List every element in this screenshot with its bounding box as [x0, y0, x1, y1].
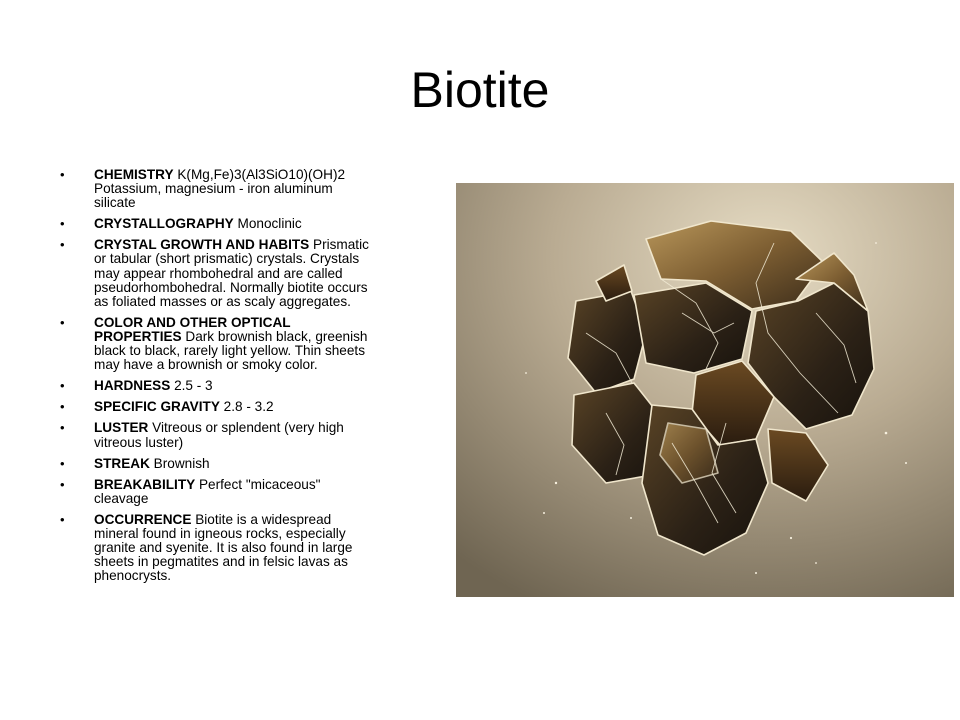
- property-key: CRYSTAL GROWTH AND HABITS: [94, 237, 310, 253]
- list-item: [60, 400, 378, 414]
- list-item: [60, 379, 378, 393]
- bullet-icon: •: [60, 378, 65, 394]
- bullet-icon: •: [60, 455, 65, 471]
- bullet-icon: •: [60, 216, 65, 232]
- property-key: CHEMISTRY: [94, 167, 174, 182]
- property-value: Monoclinic: [237, 216, 302, 232]
- bullet-icon: •: [60, 314, 65, 330]
- list-item: [60, 217, 378, 231]
- property-key: SPECIFIC GRAVITY: [94, 399, 220, 415]
- property-value: Biotite is a widespread mineral found in igneous rocks, especially granite and syenite. It is also found in large sheets in pegmatites and in felsic lavas as phenocrysts.: [94, 511, 353, 584]
- property-key: OCCURRENCE: [94, 511, 192, 527]
- list-item: [60, 421, 378, 449]
- list-item: [60, 316, 378, 372]
- bullet-icon: •: [60, 511, 65, 527]
- property-key: HARDNESS: [94, 378, 171, 394]
- list-item: [60, 478, 378, 506]
- property-key: COLOR AND OTHER OPTICAL PROPERTIES: [94, 314, 291, 344]
- bullet-icon: •: [60, 167, 65, 182]
- biotite-crystal-image: [456, 183, 954, 597]
- property-key: STREAK: [94, 455, 150, 471]
- slide-title: Biotite: [410, 62, 550, 118]
- property-value: Dark brownish black, greenish black to black, rarely light yellow. Thin sheets may have a brownish or smoky color.: [94, 328, 368, 373]
- bullet-icon: •: [60, 399, 65, 415]
- property-key: CRYSTALLOGRAPHY: [94, 216, 234, 232]
- list-item: [60, 238, 378, 308]
- property-value: Perfect "micaceous" cleavage: [94, 476, 321, 506]
- property-value: Prismatic or tabular (short prismatic) crystals. Crystals may appear rhombohedral and are called pseudorhombohedral. Normally biotite occurs as foliated masses or as scaly aggregates.: [94, 237, 369, 309]
- property-list: [60, 168, 378, 590]
- property-key: LUSTER: [94, 420, 149, 436]
- biotite-photo: [456, 183, 954, 597]
- list-item: [60, 457, 378, 471]
- property-value: K(Mg,Fe)3(Al3SiO10)(OH)2 Potassium, magnesium - iron aluminum silicate: [94, 167, 346, 211]
- bullet-icon: •: [60, 476, 65, 492]
- property-key: BREAKABILITY: [94, 476, 196, 492]
- property-value: 2.5 - 3: [174, 378, 213, 394]
- property-value: Brownish: [153, 455, 210, 471]
- property-value: 2.8 - 3.2: [223, 399, 274, 415]
- bullet-icon: •: [60, 420, 65, 436]
- list-item: [60, 168, 378, 210]
- list-item: [60, 513, 378, 583]
- property-value: Vitreous or splendent (very high vitreous luster): [94, 420, 344, 450]
- bullet-icon: •: [60, 237, 65, 253]
